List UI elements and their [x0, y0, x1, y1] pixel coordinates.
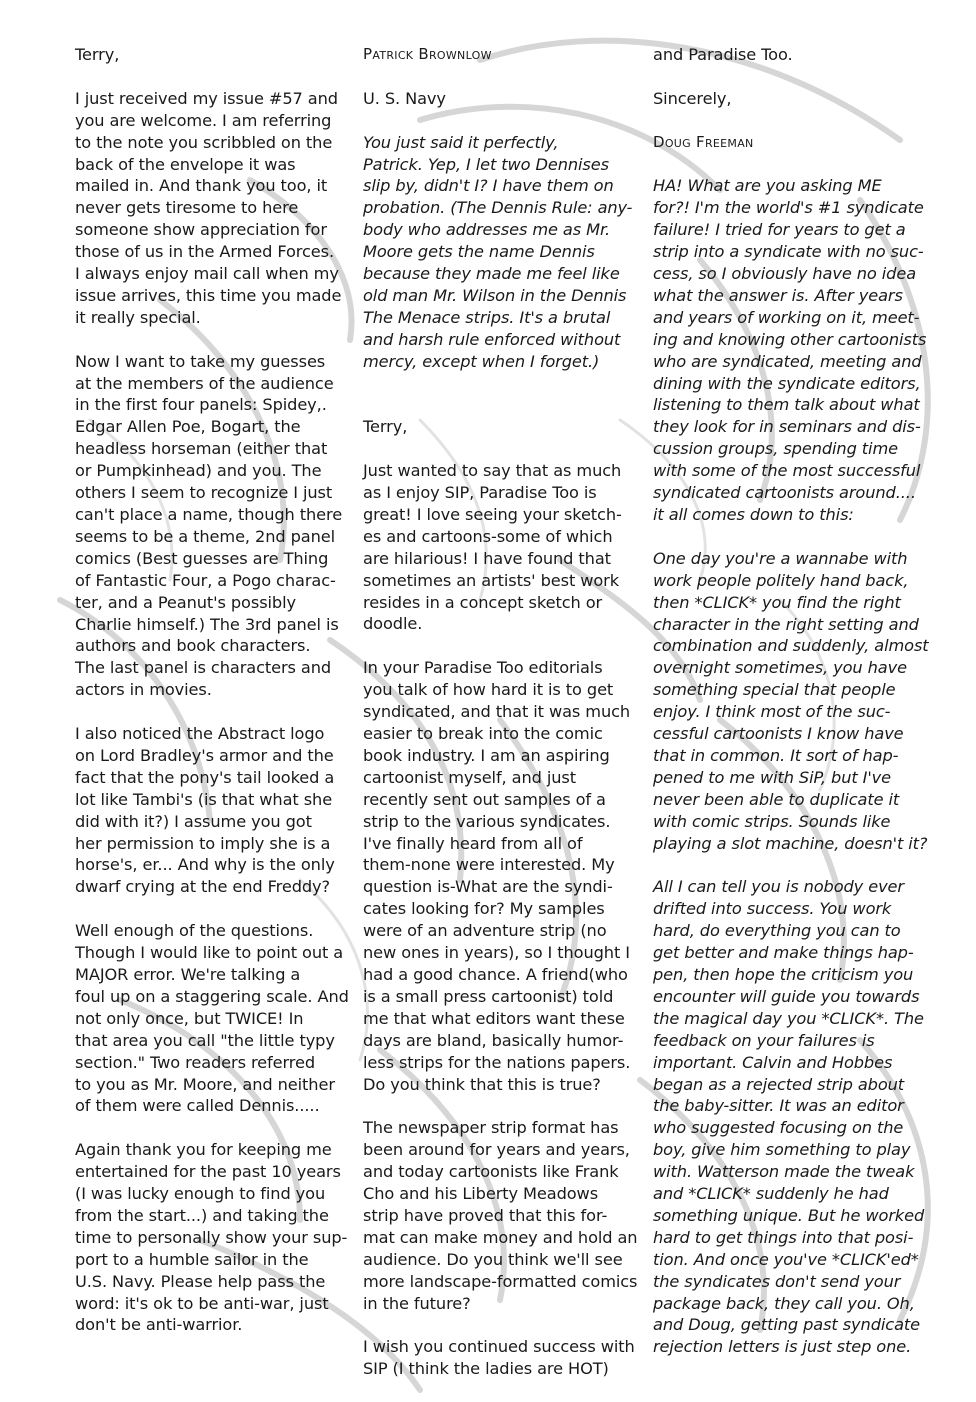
paragraph: I just received my issue #57 and you are welcome. I am referring to the note you scribbled on the back of the envelope it was mailed in. And thank you too, it never gets tiresome to here someone show appreciation for those of us in the Armed Forces. I always enjoy mail call when my issue arrives, this time you made it really special. — [75, 88, 342, 327]
paragraph: Again thank you for keeping me entertained for the past 10 years (I was lucky enough to find you from the start...) and taking the time to personally show your sup- port to a humble sailor in the U.S. Navy. Please help pass the word: it's ok to be anti-war, just don't be anti-warrior. — [75, 1140, 348, 1335]
signature-affiliation: U. S. Navy — [363, 88, 446, 108]
continuation-text: and Paradise Too. — [653, 45, 793, 64]
paragraph: Just wanted to say that as much as I enjoy SIP, Paradise Too is great! I love seeing your sketch- es and cartoons-some of which are hilarious! I have found that sometimes an artists' best work resides in a concept sketch or doodle. — [363, 461, 622, 634]
editor-reply: All I can tell you is nobody ever drifted into success. You work hard, do everything you can to get better and make things hap- pen, then hope the criticism you encounter will guide you towards the magical day you *CLICK*. The feedback on your failures is important. Calvin and Hobbes began as a rejected strip about the baby-sitter. It was an editor who suggested focusing on the boy, give him something to play with. Watterson made the tweak and *CLICK* suddenly he had something unique. But he worked hard to get things into that posi- tion. And once you've *CLICK'ed* the syndicates don't send your package back, they call you. Oh, and Doug, getting past syndicate rejection letters is just step one. — [653, 877, 925, 1357]
greeting: Terry, — [75, 45, 120, 64]
signature-name: Doug Freeman — [653, 132, 754, 151]
editor-reply: You just said it perfectly, Patrick. Yep, I let two Dennises slip by, didn't I? I have them on probation. (The Dennis Rule: any- body who addresses me as Mr. Moore gets the name Dennis because they made me feel like old man Mr. Wilson in the Dennis The Menace strips. It's a brutal and harsh rule enforced without mercy, except when I forget.) — [363, 132, 633, 371]
paragraph: In your Paradise Too editorials you talk of how hard it is to get syndicated, and that it was much easier to break into the comic book industry. I am an aspiring cartoonist myself, and just recently sent out samples of a strip to the various syndicates. I've finally heard from all of them-none were interested. My question is-What are the syndi- cates looking for? My samples were of an adventure strip (no new ones in years), so I thought I had a good chance. A friend(who is a small press cartoonist) told me that what editors want these days are bland, basically humor- less strips for the nations papers. Do you think that this is true? — [363, 658, 631, 1094]
spacer — [363, 394, 638, 416]
paragraph: I also noticed the Abstract logo on Lord Bradley's armor and the fact that the pony's tail looked a lot like Tambi's (is that what she did with it?) I assume you got her permission to imply she is a horse's, er... And why is the only dwarf crying at the end Freddy? — [75, 724, 335, 897]
closing: Sincerely, — [653, 88, 732, 108]
editor-reply: HA! What are you asking ME for?! I'm the world's #1 syndicate failure! I tried for years to get a strip into a syndicate with no suc- cess, so I obviously have no idea what the answer is. After years and years of working on it, meet- ing and knowing other cartoonists who are syndicated, meeting and dining with the syndicate editors, listening to them talk about what they look for in seminars and dis- cussion groups, spending time with some of the most successful syndicated cartoonists around.... it all comes down to this: — [653, 176, 927, 524]
paragraph: The newspaper strip format has been around for years and years, and today cartoonists like Frank Cho and his Liberty Meadows strip have proved that this for- mat can make money and hold an audience. Do you think we'll see more landscape-formatted comics in the future? — [363, 1118, 638, 1313]
letter-column-1 — [75, 44, 350, 1358]
paragraph: Now I want to take my guesses at the members of the audience in the first four panels: Spidey,. Edgar Allen Poe, Bogart, the headless horseman (either that or Pumpkinhead) and you. The others I seem to recognize I just can't place a name, though there seems to be a theme, 2nd panel comics (Best guesses are Thing of Fantastic Four, a Pogo charac- ter, and a Peanut's possibly Charlie himself.) The 3rd panel is authors and book characters. The last panel is characters and actors in movies. — [75, 351, 343, 700]
paragraph: Well enough of the questions. Though I would like to point out a MAJOR error. We're talking a foul up on a staggering scale. And not only once, but TWICE! In that area you call "the little typy section." Two readers referred to you as Mr. Moore, and neither of them were called Dennis..... — [75, 921, 349, 1116]
paragraph: I wish you continued success with SIP (I think the ladies are HOT) — [363, 1337, 635, 1379]
editor-reply: One day you're a wannabe with work people politely hand back, then *CLICK* you find the right character in the right setting and combination and suddenly, almost overnight sometimes, you have something special that people enjoy. I think most of the suc- cessful cartoonists I know have that in common. It sort of hap- pened to me with SiP, but I've never been able to duplicate it with comic strips. Sounds like playing a slot machine, doesn't it? — [653, 548, 929, 853]
letter-column-3 — [653, 44, 933, 1380]
signature-name: Patrick Brownlow — [363, 45, 492, 63]
letter-column-2 — [363, 44, 638, 1402]
greeting: Terry, — [363, 417, 408, 437]
